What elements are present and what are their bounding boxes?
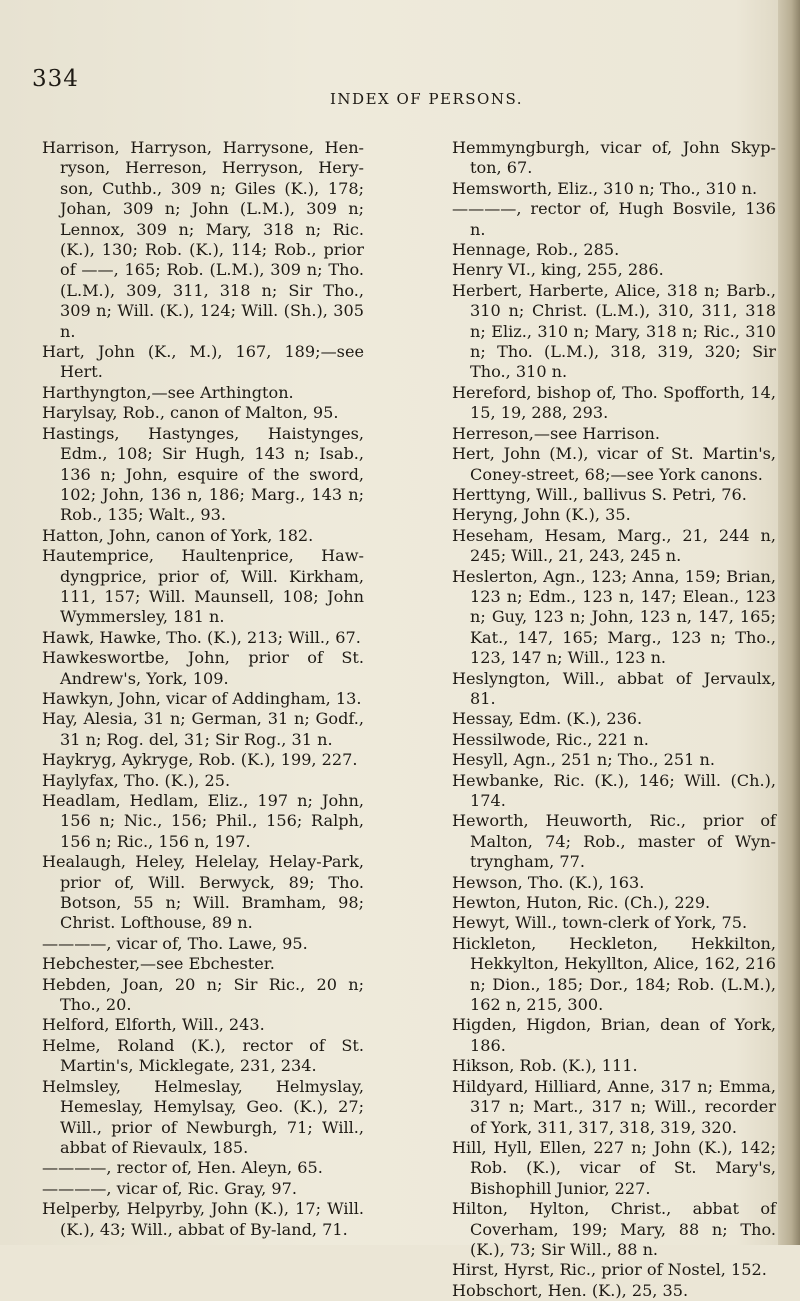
- index-entry: Helford, Elforth, Will., 243.: [42, 1015, 265, 1035]
- index-entry: Heworth, Heuworth, Ric., prior of Malton, 74; Rob., master of Wyn-tryngham, 77.: [452, 811, 776, 872]
- index-entry: Hautemprice, Haultenprice, Haw-dyngprice, prior of, Will. Kirkham, 111, 157; Will. Maunsell, 108; John Wymmersley, 181 n.: [42, 546, 364, 627]
- index-entry: Headlam, Hedlam, Eliz., 197 n; John, 156 n; Nic., 156; Phil., 156; Ralph, 156 n; Ric., 156 n, 197.: [42, 791, 364, 851]
- index-entry: Haylyfax, Tho. (K.), 25.: [42, 770, 231, 790]
- index-entry: Hastings, Hastynges, Haistynges, Edm., 108; Sir Hugh, 143 n; Isab., 136 n; John, esquire of the sword, 102; John, 136 n, 186; Marg., 143 n; Rob., 135; Walt., 93.: [42, 423, 364, 525]
- index-entry: Hessilwode, Ric., 221 n.: [452, 729, 649, 749]
- index-entry: ————, rector of, Hen. Aleyn, 65.: [42, 1158, 323, 1178]
- index-entry: Hennage, Rob., 285.: [452, 240, 620, 260]
- index-entry: Herbert, Harberte, Alice, 318 n; Barb., 310 n; Christ. (L.M.), 310, 311, 318 n; Eliz., 310 n; Mary, 318 n; Ric., 310 n; Tho. (L.M.), 318, 319, 320; Sir Tho., 310 n.: [452, 280, 776, 382]
- index-entry: Hemmyngburgh, vicar of, John Skyp-ton, 67.: [452, 138, 776, 178]
- index-entry: Helperby, Helpyrby, John (K.), 17; Will. (K.), 43; Will., abbat of By-land, 71.: [42, 1199, 364, 1239]
- index-entry: Hereford, bishop of, Tho. Spofforth, 14, 15, 19, 288, 293.: [452, 382, 776, 423]
- index-entry: Harylsay, Rob., canon of Malton, 95.: [42, 403, 339, 423]
- index-entry: Healaugh, Heley, Helelay, Helay-Park, prior of, Will. Berwyck, 89; Tho. Botson, 55 n; Will. Bramham, 98; Christ. Lofthouse, 89 n.: [42, 852, 364, 933]
- index-entry: Heslerton, Agn., 123; Anna, 159; Brian, 123 n; Edm., 123 n, 147; Elean., 123 n; Guy, 123 n; John, 123 n, 147, 165; Kat., 147, 165; Marg., 123 n; Tho., 123, 147 n; Will., 123 n.: [452, 566, 776, 668]
- index-entry: Hart, John (K., M.), 167, 189;—see Hert.: [42, 342, 364, 382]
- index-entry: ————, vicar of, Ric. Gray, 97.: [42, 1178, 298, 1198]
- index-entry: Hewbanke, Ric. (K.), 146; Will. (Ch.), 174.: [452, 770, 776, 810]
- index-entry: Hawkeswortbe, John, prior of St. Andrew's, York, 109.: [42, 648, 364, 688]
- index-entry: Harrison, Harryson, Harrysone, Hen-ryson, Herreson, Herryson, Hery-son, Cuthb., 309 n; Giles (K.), 178; Johan, 309 n; John (L.M.), 309 n; Lennox, 309 n; Mary, 318 n; Ric. (K.), 130; Rob. (K.), 114; Rob., prior of ——, 165; Rob. (L.M.), 309 n; Tho. (L.M.), 309, 311, 318 n; Sir Tho., 309 n; Will. (K.), 124; Will. (Sh.), 305 n.: [42, 138, 364, 341]
- page-edge: [778, 0, 800, 1245]
- index-entry: Helmsley, Helmeslay, Helmyslay, Hemeslay, Hemylsay, Geo. (K.), 27; Will., prior of Newburgh, 71; Will., abbat of Rievaulx, 185.: [42, 1076, 364, 1157]
- left-column: [42, 138, 364, 1240]
- index-entry: Herttyng, Will., ballivus S. Petri, 76.: [452, 484, 747, 504]
- index-entry: Herreson,—see Harrison.: [452, 423, 661, 443]
- index-entry: Hewyt, Will., town-clerk of York, 75.: [452, 913, 748, 933]
- right-column: [452, 138, 776, 1301]
- index-entry: Henry VI., king, 255, 286.: [452, 260, 664, 280]
- index-entry: Hebchester,—see Ebchester.: [42, 954, 275, 974]
- index-entry: ————, rector of, Hugh Bosvile, 136 n.: [452, 199, 776, 239]
- index-entry: Heseham, Hesam, Marg., 21, 244 n, 245; Will., 21, 243, 245 n.: [452, 525, 776, 566]
- index-entry: Hawk, Hawke, Tho. (K.), 213; Will., 67.: [42, 627, 361, 647]
- index-entry: Haykryg, Aykryge, Rob. (K.), 199, 227.: [42, 750, 358, 770]
- index-entry: Hobschort, Hen. (K.), 25, 35.: [452, 1280, 689, 1300]
- index-entry: Helme, Roland (K.), rector of St. Martin's, Micklegate, 231, 234.: [42, 1035, 364, 1076]
- index-entry: Hebden, Joan, 20 n; Sir Ric., 20 n; Tho., 20.: [42, 974, 364, 1015]
- index-entry: ————, vicar of, Tho. Lawe, 95.: [42, 933, 308, 953]
- index-entry: Hawkyn, John, vicar of Addingham, 13.: [42, 688, 362, 708]
- index-entry: Hessay, Edm. (K.), 236.: [452, 709, 643, 729]
- index-entry: Hildyard, Hilliard, Anne, 317 n; Emma, 317 n; Mart., 317 n; Will., recorder of York, 311, 317, 318, 319, 320.: [452, 1076, 776, 1137]
- index-entry: Hewton, Huton, Ric. (Ch.), 229.: [452, 893, 711, 913]
- index-entry: Heslyngton, Will., abbat of Jervaulx, 81.: [452, 668, 776, 708]
- index-entry: Hirst, Hyrst, Ric., prior of Nostel, 152.: [452, 1260, 767, 1280]
- index-entry: Hill, Hyll, Ellen, 227 n; John (K.), 142; Rob. (K.), vicar of St. Mary's, Bishophill Junior, 227.: [452, 1137, 776, 1198]
- index-entry: Hickleton, Heckleton, Hekkilton, Hekkylton, Hekyllton, Alice, 162, 216 n; Dion., 185; Dor., 184; Rob. (L.M.), 162 n, 215, 300.: [452, 933, 776, 1015]
- index-entry: Harthyngton,—see Arthington.: [42, 382, 294, 402]
- index-entry: Hatton, John, canon of York, 182.: [42, 525, 314, 545]
- index-entry: Hesyll, Agn., 251 n; Tho., 251 n.: [452, 750, 715, 770]
- index-entry: Hikson, Rob. (K.), 111.: [452, 1056, 638, 1076]
- index-entry: Hilton, Hylton, Christ., abbat of Coverham, 199; Mary, 88 n; Tho. (K.), 73; Sir Will., 88 n.: [452, 1199, 776, 1259]
- running-title: INDEX OF PERSONS.: [330, 90, 523, 108]
- index-entry: Hemsworth, Eliz., 310 n; Tho., 310 n.: [452, 178, 758, 198]
- index-entry: Hewson, Tho. (K.), 163.: [452, 872, 645, 892]
- index-entry: Hert, John (M.), vicar of St. Martin's, Coney-street, 68;—see York canons.: [452, 444, 776, 484]
- page-number: 334: [32, 66, 79, 92]
- index-entry: Hay, Alesia, 31 n; German, 31 n; Godf., 31 n; Rog. del, 31; Sir Rog., 31 n.: [42, 709, 364, 749]
- index-entry: Higden, Higdon, Brian, dean of York, 186.: [452, 1015, 776, 1055]
- index-entry: Heryng, John (K.), 35.: [452, 505, 631, 525]
